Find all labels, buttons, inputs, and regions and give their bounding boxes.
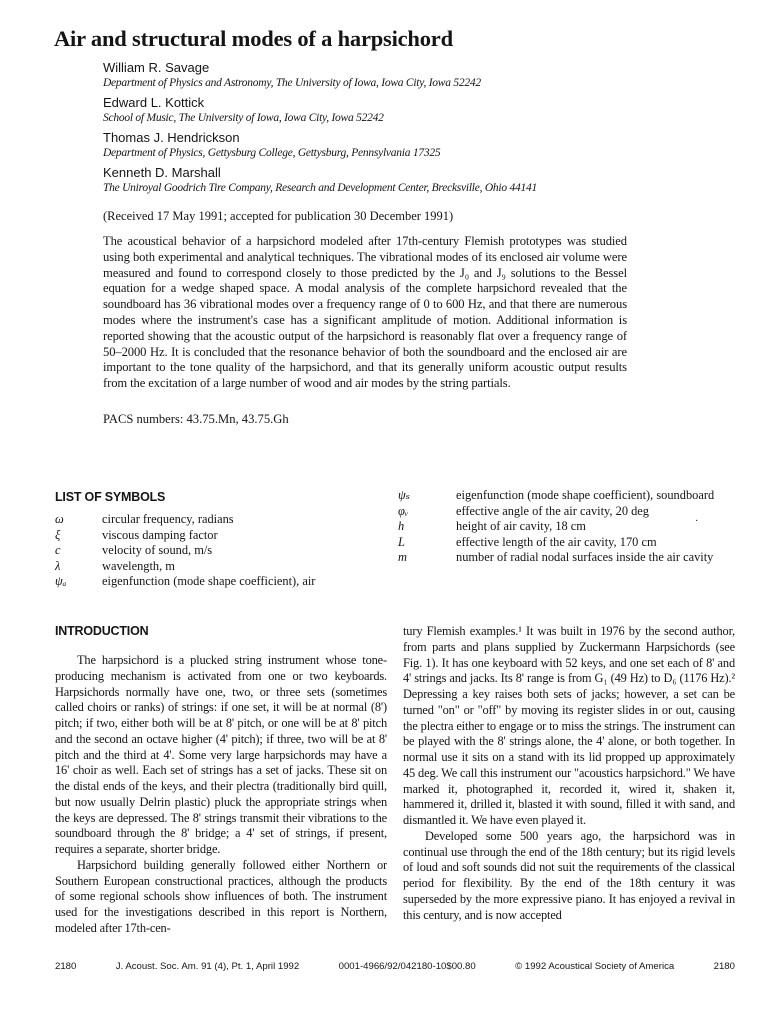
paper-title: Air and structural modes of a harpsichord	[54, 26, 453, 51]
symbol: λ	[55, 558, 61, 573]
symbol-row	[398, 519, 718, 535]
pacs-numbers: PACS numbers: 43.75.Mn, 43.75.Gh	[103, 412, 289, 426]
symbol-definition: eigenfunction (mode shape coefficient), air	[102, 574, 316, 589]
author-name: Kenneth D. Marshall	[103, 165, 221, 180]
symbol: ψₐ	[55, 574, 67, 589]
author-name: Edward L. Kottick	[103, 95, 205, 110]
article-code: 0001-4966/92/042180-10$00.80	[338, 961, 476, 972]
symbol: L	[398, 534, 405, 549]
journal-citation: J. Acoust. Soc. Am. 91 (4), Pt. 1, April 1992	[115, 961, 300, 972]
body-column-left	[55, 653, 387, 937]
symbol-definition: number of radial nodal surfaces inside the air cavity	[456, 550, 714, 565]
author-affiliation: The Uniroyal Goodrich Tire Company, Research and Development Center, Brecksville, Ohio 44141	[103, 182, 537, 194]
copyright-notice: © 1992 Acoustical Society of America	[515, 961, 675, 972]
author-name: William R. Savage	[103, 60, 210, 75]
symbol-row	[55, 543, 395, 559]
body-paragraph: The harpsichord is a plucked string instrument whose tone-producing mechanism is activated from one or two keyboards. Harpsichords normally have one, two, or three sets (sometimes called choirs or ranks) of strings: if one set, it will be at normal (8') pitch; if two, either both will be at 8' pitch, or one will be at 8' pitch and the second an octave higher (4' pitch); if three, two will be at 8' pitch and the third at 4'. Some very large harpsichords may have a 16' choir as well. Each set of strings has a set of jacks. These sit on the distal ends of the keys, and their plectra (traditionally bird quill, but now usually Delrin plastic) pluck the appropriate strings when the keys are depressed. The 8' strings transmit their vibrations to the soundboard through the 8' bridge; a 4' set of strings, if present, requires a separate, shorter bridge.	[55, 653, 387, 856]
received-dates: (Received 17 May 1991; accepted for publication 30 December 1991)	[103, 209, 454, 223]
symbol-row	[55, 512, 395, 528]
symbol: h	[398, 519, 405, 534]
author-entry	[103, 165, 663, 195]
symbol-row	[55, 574, 395, 590]
symbol-row	[55, 528, 395, 544]
introduction-heading: INTRODUCTION	[55, 624, 149, 638]
page-footer	[55, 961, 735, 972]
symbols-list-left	[55, 512, 395, 590]
symbol-row	[55, 559, 395, 575]
symbols-list-right	[398, 488, 718, 566]
author-affiliation: School of Music, The University of Iowa, Iowa City, Iowa 52242	[103, 112, 384, 124]
stray-mark: ·	[695, 516, 699, 527]
page-number-left: 2180	[55, 961, 77, 972]
symbol-definition: wavelength, m	[102, 558, 175, 573]
symbol-definition: eigenfunction (mode shape coefficient), soundboard	[456, 488, 715, 502]
body-paragraph: Harpsichord building generally followed either Northern or Southern European constructional practices, although the products of some regional schools show influences of both. The instrument used for the investigations described in this report is Northern, modeled after 17th-cen-	[55, 857, 387, 935]
symbol: φᵥ	[398, 503, 409, 518]
author-entry	[103, 60, 663, 90]
symbol: m	[398, 550, 407, 565]
symbols-heading: LIST OF SYMBOLS	[55, 490, 166, 504]
body-paragraph: Developed some 500 years ago, the harpsichord was in continual use through the end of the 18th century; but its rigid levels of loud and soft sounds did not suit the requirements of the classical period for flexibility. By the end of the 18th century it was superseded by the more expressive piano. It has enjoyed a revival in this century, and is now accepted	[403, 828, 735, 922]
symbol-definition: height of air cavity, 18 cm	[456, 519, 586, 534]
symbol-row	[398, 488, 718, 504]
author-affiliation: Department of Physics, Gettysburg College, Gettysburg, Pennsylvania 17325	[103, 147, 441, 159]
symbol-row	[398, 504, 718, 520]
symbol-definition: velocity of sound, m/s	[102, 543, 213, 558]
body-paragraph: tury Flemish examples.¹ It was built in 1976 by the second author, from parts and plans supplied by Zuckermann Harpsichords (see Fig. 1). It has one keyboard with 52 keys, and one set each of 8' and 4' strings and jacks. Its 8' range is from G₁ (49 Hz) to D₆ (1176 Hz).² Depressing a key raises both sets of jacks; however, a set can be turned "on" or "off" by moving its register slides in or out, causing the plectra either to engage or to miss the strings. The instrument can be played with the 8' strings alone, the 4' alone, or both together. In normal use it sits on a stand with its lid propped up approximately 45 deg. We call this instrument our "acoustics harpsichord." We have marked it, photographed it, recorded it, wired it, shaken it, hammered it, drilled it, blasted it with sound, filled it with sand, and dismantled it. We have even played it.	[403, 624, 735, 827]
abstract: The acoustical behavior of a harpsichord modeled after 17th-century Flemish prototypes was studied using both experimental and analytical techniques. The vibrational modes of its enclosed air volume were measured and found to correspond closely to those predicted by the J₀ and J₉ solutions to the Bessel equation for a wedge shaped space. A modal analysis of the complete harpsichord revealed that the soundboard has 36 vibrational modes over a frequency range of 0 to 600 Hz, and that there are numerous modes where the instrument's case has a significant amplitude of motion. Additional information is reported showing that the acoustic output of the harpsichord is reasonably flat over a frequency range of 50–2000 Hz. It is concluded that the resonance behavior of both the soundboard and the enclosed air are important to the tone quality of the harpsichord, and that its generally uniform acoustic output results from the excitation of a large number of wood and air modes by the string partials.	[103, 234, 627, 391]
author-block	[103, 60, 663, 200]
symbol-definition: viscous damping factor	[102, 527, 218, 542]
symbol: ψₛ	[398, 488, 410, 502]
symbol: ξ	[55, 527, 61, 542]
symbol-definition: effective angle of the air cavity, 20 deg	[456, 503, 649, 518]
symbol-row	[398, 535, 718, 551]
symbol-definition: effective length of the air cavity, 170 cm	[456, 534, 657, 549]
author-entry	[103, 130, 663, 160]
symbol-row	[398, 550, 718, 566]
author-affiliation: Department of Physics and Astronomy, The University of Iowa, Iowa City, Iowa 52242	[103, 77, 481, 89]
author-name: Thomas J. Hendrickson	[103, 130, 240, 145]
body-column-right	[403, 624, 735, 923]
page-number-right: 2180	[713, 961, 735, 972]
author-entry	[103, 95, 663, 125]
symbol: c	[55, 543, 61, 558]
symbol-definition: circular frequency, radians	[102, 512, 234, 526]
symbol: ω	[55, 512, 64, 526]
